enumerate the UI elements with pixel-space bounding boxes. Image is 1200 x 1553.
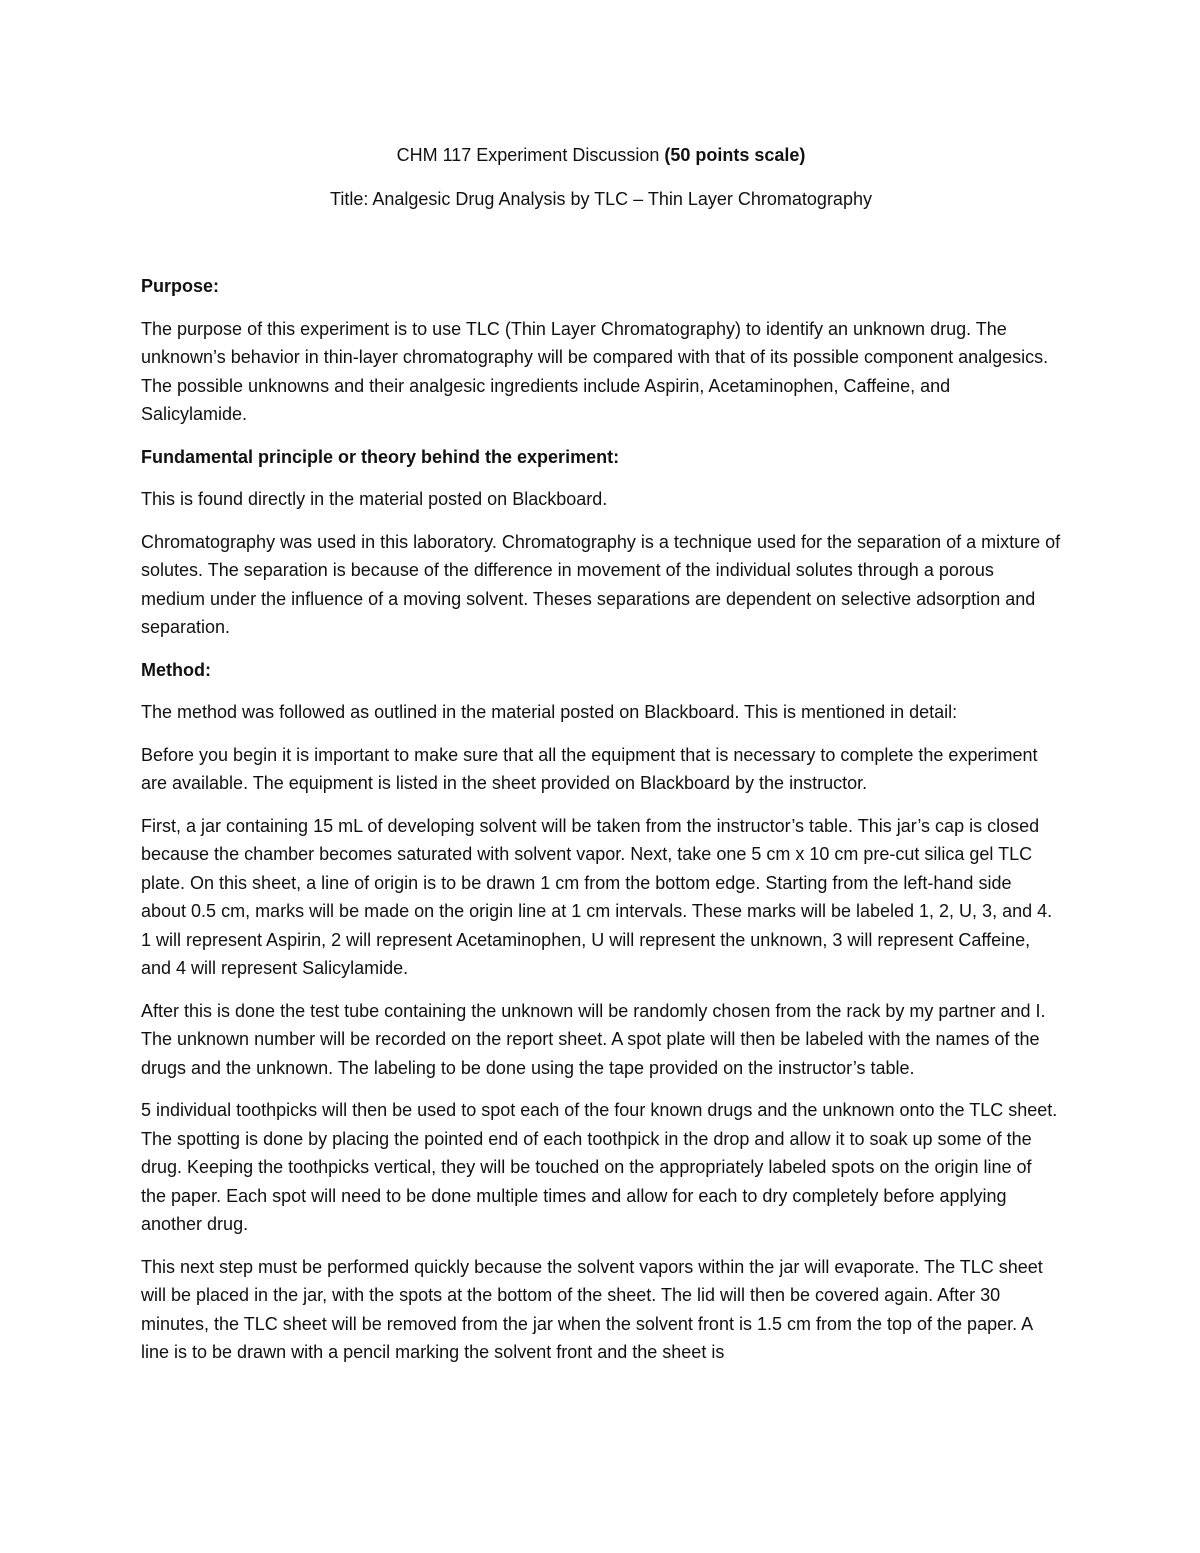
- method-paragraph-4: After this is done the test tube containing the unknown will be randomly chosen from the rack by my partner and I. The unknown number will be recorded on the report sheet. A spot plate will then be labeled with the names of the drugs and the unknown. The labeling to be done using the tape provided on the instructor’s table.: [141, 1000, 1046, 1078]
- method-paragraph-2: Before you begin it is important to make sure that all the equipment that is necessary to complete the experiment are available. The equipment is listed in the sheet provided on Blackboard by the instructor.: [141, 744, 1038, 793]
- method-paragraph-3: First, a jar containing 15 mL of developing solvent will be taken from the instructor’s table. This jar’s cap is closed because the chamber becomes saturated with solvent vapor. Next, take one 5 cm x 10 cm pre-cut silica gel TLC plate. On this sheet, a line of origin is to be drawn 1 cm from the bottom edge. Starting from the left-hand side about 0.5 cm, marks will be made on the origin line at 1 cm intervals. These marks will be labeled 1, 2, U, 3, and 4. 1 will represent Aspirin, 2 will represent Acetaminophen, U will represent the unknown, 3 will represent Caffeine, and 4 will represent Salicylamide.: [141, 815, 1053, 978]
- document-body: [141, 140, 1061, 1381]
- purpose-heading: Purpose:: [141, 276, 220, 296]
- document-subtitle: Title: Analgesic Drug Analysis by TLC – Thin Layer Chromatography: [330, 189, 872, 209]
- method-paragraph-6: This next step must be performed quickly because the solvent vapors within the jar will evaporate. The TLC sheet will be placed in the jar, with the spots at the bottom of the sheet. The lid will then be covered again. After 30 minutes, the TLC sheet will be removed from the jar when the solvent front is 1.5 cm from the top of the paper. A line is to be drawn with a pencil marking the solvent front and the sheet is: [141, 1256, 1043, 1362]
- title-points-scale: (50 points scale): [664, 145, 806, 165]
- document-title: [141, 140, 1061, 170]
- purpose-paragraph: The purpose of this experiment is to use TLC (Thin Layer Chromatography) to identify an unknown drug. The unknown’s behavior in thin-layer chromatography will be compared with that of its possible component analgesics. The possible unknowns and their analgesic ingredients include Aspirin, Acetaminophen, Caffeine, and Salicylamide.: [141, 318, 1049, 424]
- title-text: CHM 117 Experiment Discussion: [396, 145, 665, 165]
- method-paragraph-1: The method was followed as outlined in the material posted on Blackboard. This is mentioned in detail:: [141, 702, 958, 722]
- method-heading: Method:: [141, 659, 211, 680]
- principle-paragraph-2: Chromatography was used in this laboratory. Chromatography is a technique used for the separation of a mixture of solutes. The separation is because of the difference in movement of the individual solutes through a porous medium under the influence of a moving solvent. Theses separations are dependent on selective adsorption and separation.: [141, 531, 1061, 637]
- principle-heading: Fundamental principle or theory behind the experiment:: [141, 446, 620, 467]
- principle-paragraph-1: This is found directly in the material posted on Blackboard.: [141, 489, 608, 509]
- method-paragraph-5: 5 individual toothpicks will then be used to spot each of the four known drugs and the unknown onto the TLC sheet. The spotting is done by placing the pointed end of each toothpick in the drop and allow it to soak up some of the drug. Keeping the toothpicks vertical, they will be touched on the appropriately labeled spots on the origin line of the paper. Each spot will need to be done multiple times and allow for each to dry completely before applying another drug.: [141, 1100, 1058, 1234]
